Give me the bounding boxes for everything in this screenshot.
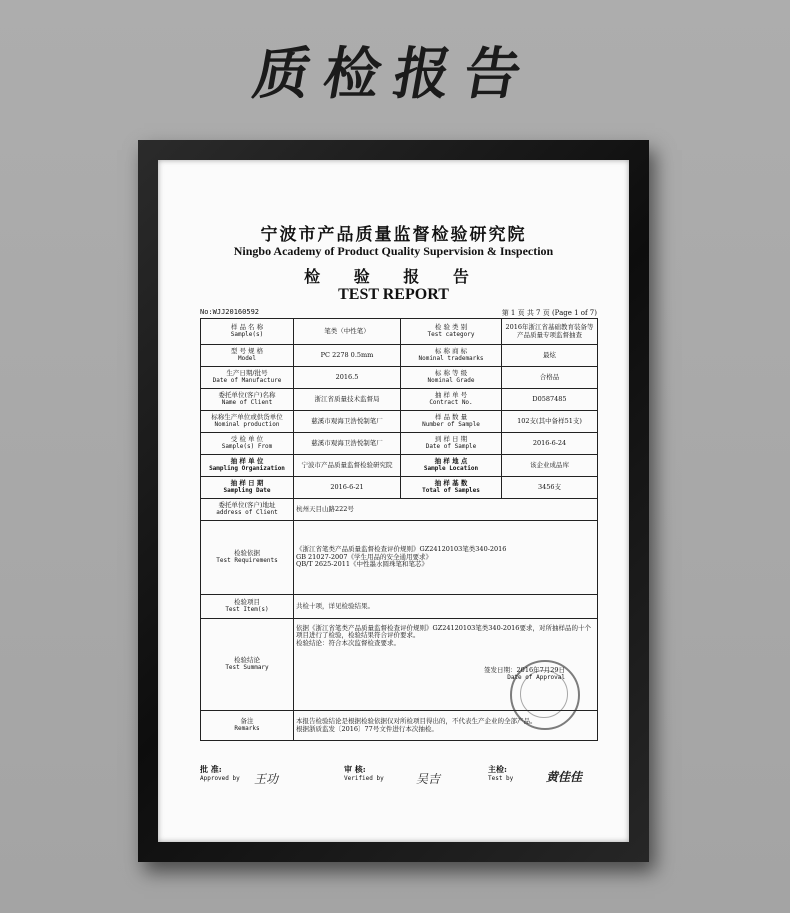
table-row [201,455,598,477]
approver-signature: 王功 [254,772,279,786]
test-summary-value: 依据《浙江省笔类产品质量监督检查评价规则》GZ24120103笔类340-2016要求，对所抽样品的十个项目进行了检验，检验结果符合评价要求。 检验结论：符合本次监督检查要求。 签发日期：2016年7月29日 Date of Approval [294,619,598,711]
test-report-document [158,160,629,842]
approved-by: 批 准: Approved by [200,764,240,782]
field-label: 备注 Remarks [201,711,294,741]
field-label: 抽 样 单 号 Contract No. [401,389,502,411]
field-value: 宁波市产品质量监督检验研究院 [294,455,401,477]
report-title-en: TEST REPORT [338,286,449,303]
table-row [201,499,598,521]
table-row [201,595,598,619]
field-label: 检验结论 Test Summary [201,619,294,711]
field-value: 2016年浙江省基础教育装备等产品质量专项监督抽查 [502,319,598,345]
field-label: 型 号 规 格 Model [201,345,294,367]
field-label: 到 样 日 期 Date of Sample [401,433,502,455]
test-requirements-value: 《浙江省笔类产品质量监督检查评价规则》GZ24120103笔类340-2016 GB 21027-2007《学生用品的安全通用要求》 QB/T 2625-2011《中性墨水圆珠笔和笔芯》 [294,521,598,595]
tested-by: 主检: Test by [488,764,514,782]
field-label: 样 品 数 量 Number of Sample [401,411,502,433]
field-label: 标称生产单位或供货单位 Nominal production [201,411,294,433]
report-number: No:WJJ20160592 [200,308,260,316]
verifier-signature: 吴吉 [416,772,441,786]
field-value: 笔类（中性笔） [294,319,401,345]
field-value: 合格品 [502,367,598,389]
field-label: 抽 样 单 位 Sampling Organization [201,455,294,477]
report-title-cn: 检 验 报 告 [304,267,483,286]
remarks-value: 本报告检验结论是根据检验依据仅对所检项目得出的，不代表生产企业的全部产品。 根据浙质监发〔2016〕77号文件进行本次抽检。 [294,711,598,741]
field-label: 检验项目 Test Item(s) [201,595,294,619]
picture-frame [138,140,649,862]
field-value: 最炫 [502,345,598,367]
field-value: 2016-6-21 [294,477,401,499]
table-row [201,521,598,595]
table-row [201,319,598,345]
institution-name-en: Ningbo Academy of Product Quality Supervision & Inspection [233,244,554,258]
official-seal [510,660,580,730]
institution-name-cn: 宁波市产品质量监督检验研究院 [260,225,527,245]
verified-by: 审 核: Verified by [344,764,384,782]
field-label: 标 称 商 标 Nominal trademarks [401,345,502,367]
field-label: 委托单位(客户)地址 address of Client [201,499,294,521]
field-label: 委托单位(客户)名称 Name of Client [201,389,294,411]
field-value: 慈溪市观海卫浩悦制笔厂 [294,411,401,433]
field-value: D0587485 [502,389,598,411]
field-value: 2016-6-24 [502,433,598,455]
test-items-value: 共检十项，详见检验结果。 [294,595,598,619]
field-value: PC 2278 0.5mm [294,345,401,367]
table-row [201,477,598,499]
field-label: 样 品 名 称 Sample(s) [201,319,294,345]
tester-signature: 黄佳佳 [546,770,583,784]
field-label: 受 检 单 位 Sample(s) From [201,433,294,455]
table-row [201,367,598,389]
field-label: 标 称 等 级 Nominal Grade [401,367,502,389]
field-value: 慈溪市观海卫浩悦制笔厂 [294,433,401,455]
client-address-value: 杭州天目山路222号 [294,499,598,521]
field-label: 抽 样 基 数 Total of Samples [401,477,502,499]
table-row [201,345,598,367]
field-value: 102支(其中备样51支) [502,411,598,433]
field-label: 生产日期/批号 Date of Manufacture [201,367,294,389]
page-heading: 质检报告 [248,42,540,107]
page-indicator: 第 1 页 共 7 页 (Page 1 of 7) [501,309,597,317]
field-value: 浙江省质量技术监督局 [294,389,401,411]
field-label: 抽 样 地 点 Sample Location [401,455,502,477]
field-label: 检验依据 Test Requirements [201,521,294,595]
field-value: 2016.5 [294,367,401,389]
field-label: 检 验 类 别 Test category [401,319,502,345]
table-row [201,411,598,433]
table-row [201,433,598,455]
field-value: 3456支 [502,477,598,499]
approval-date: 2016年7月29日 [516,666,565,675]
field-label: 抽 样 日 期 Sampling Date [201,477,294,499]
field-value: 该企业成品库 [502,455,598,477]
table-row [201,389,598,411]
